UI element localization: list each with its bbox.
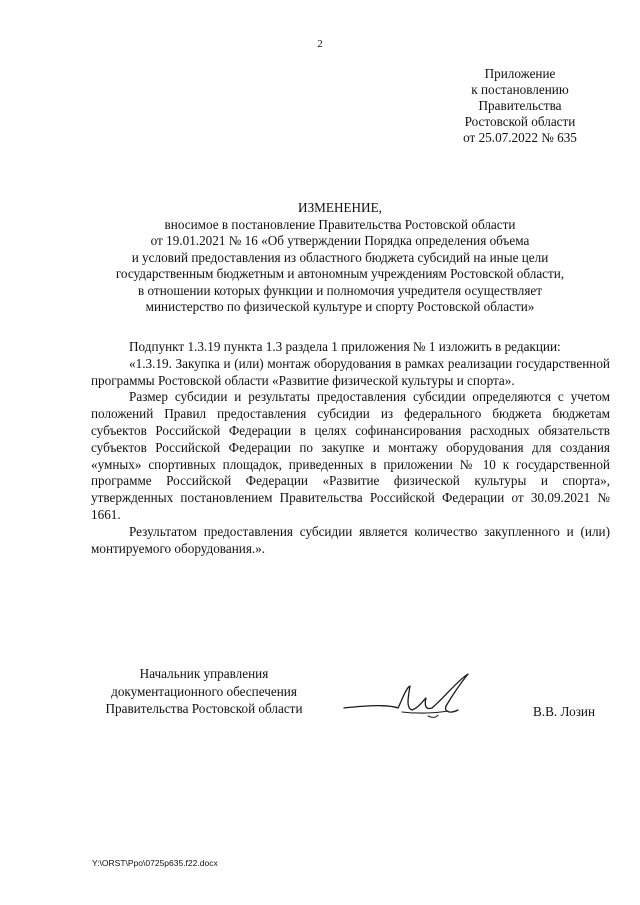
- appendix-line: Приложение: [484, 66, 556, 81]
- body-paragraph: Подпункт 1.3.19 пункта 1.3 раздела 1 приложения № 1 изложить в редакции:: [129, 339, 561, 354]
- body-paragraph: «1.3.19. Закупка и (или) монтаж оборудования в рамках реализации государственной программы Ростовской области «Развитие физической культуры и спорта».: [91, 355, 610, 388]
- document-title: [80, 200, 600, 316]
- handwritten-signature: [340, 668, 480, 728]
- document-body: [91, 339, 610, 557]
- title-heading: ИЗМЕНЕНИЕ,: [298, 200, 382, 215]
- title-line: вносимое в постановление Правительства Ростовской области: [164, 216, 516, 232]
- title-line: от 19.01.2021 № 16 «Об утверждении Порядка определения объема: [150, 233, 530, 248]
- signatory-position: [88, 665, 320, 718]
- title-line: и условий предоставления из областного бюджета субсидий на иные цели: [131, 249, 549, 265]
- title-line: государственным бюджетным и автономным учреждениям Ростовской области,: [115, 266, 565, 281]
- body-paragraph: Размер субсидии и результаты предоставления субсидии определяются с учетом положений Правил предоставления субсидии из федерального бюджета бюджетам субъектов Российской Федерации в целях софинансирования расходных обязательств субъектов Российской Федерации по закупке и монтажу оборудования для создания «умных» спортивных площадок, приведенных в приложении № 10 к государственной программе Российской Федерации «Развитие физической культуры и спорта», утвержденных постановлением Правительства Российской Федерации от 30.09.2021 № 1661.: [91, 389, 610, 522]
- title-line: в отношении которых функции и полномочия учредителя осуществляет: [137, 282, 542, 298]
- title-line: министерство по физической культуре и спорту Ростовской области»: [145, 299, 535, 314]
- appendix-line: от 25.07.2022 № 635: [463, 130, 577, 145]
- position-line: Начальник управления: [139, 666, 269, 681]
- appendix-line: Ростовской области: [464, 114, 576, 129]
- appendix-line: к постановлению: [471, 82, 569, 97]
- appendix-header: [440, 66, 600, 146]
- position-line: документационного обеспечения: [111, 683, 297, 699]
- appendix-line: Правительства: [478, 98, 562, 113]
- signer-name: В.В. Лозин: [533, 704, 596, 719]
- position-line: Правительства Ростовской области: [105, 701, 303, 716]
- page-number: 2: [317, 38, 323, 50]
- file-path: Y:\ORST\Ppo\0725p635.f22.docx: [92, 858, 218, 868]
- body-paragraph: Результатом предоставления субсидии является количество закупленного и (или) монтируемого оборудования.».: [91, 523, 610, 556]
